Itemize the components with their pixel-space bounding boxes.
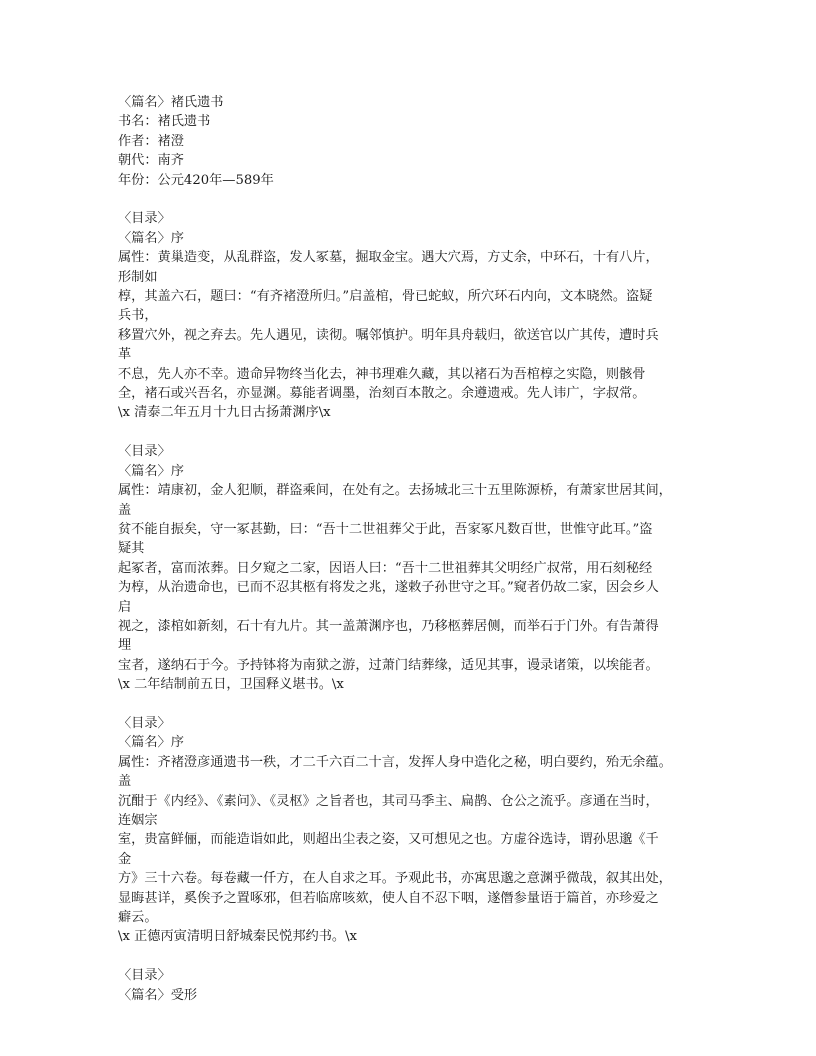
section-title: 〈篇名〉序 (118, 463, 184, 479)
text-line: 盖 (118, 774, 132, 790)
section-title: 〈篇名〉序 (118, 230, 184, 246)
text-line: 全，褚石或兴吾名，亦显渊。募能者调墨，治刻百本散之。余遵遗戒。先人讳广，字叔常。 (118, 386, 646, 402)
text-line: 连姻宗 (118, 812, 158, 828)
text-line: 显晦甚详，奚俟予之置啄邪，但若临席咳欬，使人自不忍下咽，遂僭参量语于篇首，亦珍爱之 (118, 890, 659, 906)
text-line: 椁，其盖六石，题曰：“有齐褚澄所归。”启盖棺，骨已蛇蚁，所穴环石内向，文本晓然。盗疑 (118, 289, 653, 305)
toc-marker: 〈目录〉 (118, 444, 171, 460)
text-line: 属性：黄巢造变，从乱群盗，发人冢墓，掘取金宝。遇大穴焉，方丈余，中环石，十有八片， (118, 250, 659, 266)
text-line: 不息，先人亦不幸。遗命异物终当化去，神书理难久藏，其以褚石为吾棺椁之实隐，则骸骨 (118, 366, 646, 382)
book-header (118, 93, 698, 190)
text-line: \x 清泰二年五月十九日古扬萧渊序\x (118, 405, 331, 421)
preface-section (118, 714, 698, 947)
toc-marker: 〈目录〉 (118, 211, 171, 227)
text-line: 属性：靖康初，金人犯顺，群盗乘间，在处有之。去扬城北三十五里陈源桥，有萧家世居其间， (118, 483, 672, 499)
preface-section (118, 442, 698, 694)
text-line: 宝者，遂纳石于今。予持钵将为南狱之游，过萧门结葬缘，适见其事，谩录诸策，以埃能者。 (118, 657, 659, 673)
text-line: 沉酣于《内经》、《素问》、《灵枢》之旨者也，其司马季主、扁鹊、仓公之流乎。彦通在当时， (118, 793, 659, 809)
text-line: 方》三十六卷。每卷藏一仟方，在人自求之耳。予观此书，亦寓思邈之意渊乎微哉，叙其出处， (118, 871, 672, 887)
text-line: 为椁，从治遗命也，已而不忍其柩有将发之兆，遂敕子孙世守之耳。”窥者仍故二家，因会乡人 (118, 580, 659, 596)
text-line: 金 (118, 851, 132, 867)
text-line: 贫不能自振矣，守一冢甚勤，曰：“吾十二世祖葬父于此，吾家冢凡数百世，世惟守此耳。”盗 (118, 521, 653, 537)
text-line: \x 二年结制前五日，卫国释义堪书。\x (118, 677, 344, 693)
dynasty-line: 朝代：南齐 (118, 153, 184, 169)
preface-section (118, 209, 698, 422)
text-line: 起冢者，富而浓葬。日夕窥之二家，因语人曰：“吾十二世祖葬其父明经广叔常，用石刻秘经 (118, 560, 653, 576)
section-title: 〈篇名〉受形 (118, 987, 198, 1003)
text-line: 埋 (118, 638, 132, 654)
text-line: 盖 (118, 502, 132, 518)
section-title: 〈篇名〉序 (118, 735, 184, 751)
preface-sections (118, 209, 698, 946)
text-line: 启 (118, 599, 132, 615)
toc-marker: 〈目录〉 (118, 715, 171, 731)
footer-section (118, 966, 698, 1005)
text-line: 兵书， (118, 308, 158, 324)
text-line: 革 (118, 347, 132, 363)
year-line: 年份：公元420年—589年 (118, 172, 274, 188)
author-line: 作者：褚澄 (118, 133, 184, 149)
text-line: 癖云。 (118, 910, 158, 926)
text-line: 属性：齐褚澄彦通遗书一秩，才二千六百二十言，发挥人身中造化之秘，明白要约，殆无余蕴。 (118, 754, 672, 770)
toc-marker: 〈目录〉 (118, 968, 171, 984)
title-line: 〈篇名〉褚氏遗书 (118, 95, 224, 110)
text-line: 疑其 (118, 541, 145, 557)
text-line: 视之，漆棺如新刻，石十有九片。其一盖萧渊序也，乃移柩葬居侧，而举石于门外。有告萧得 (118, 618, 659, 634)
text-line: 室，贵富鲜俪，而能造诣如此，则超出尘表之姿，又可想见之也。方虚谷选诗，谓孙思邈《千 (118, 832, 659, 848)
document-page (118, 93, 698, 1005)
text-line: 形制如 (118, 269, 158, 285)
book-name-line: 书名：褚氏遗书 (118, 114, 211, 130)
text-line: \x 正德丙寅清明日舒城秦民悦邦约书。\x (118, 929, 357, 945)
text-line: 移置穴外，视之弃去。先人遇见，读彻。嘱邻慎护。明年具舟载归，欲送官以广其传，遭时兵 (118, 327, 659, 343)
